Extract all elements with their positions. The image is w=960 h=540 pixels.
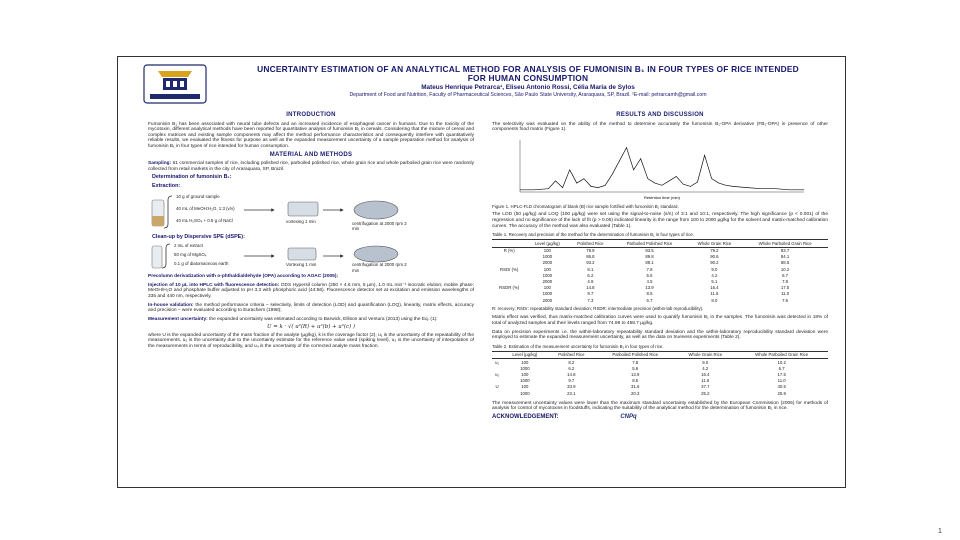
- chart-point: [591, 186, 592, 187]
- table2-cell: 37.7: [701, 384, 710, 390]
- table1: [492, 239, 828, 303]
- chart-point: [598, 187, 599, 188]
- acknowledgement: [492, 415, 828, 421]
- right-column: [492, 113, 828, 420]
- chart-point: [640, 158, 641, 159]
- table1-cell: R (%): [503, 248, 515, 254]
- table2-cell: 100: [521, 359, 529, 365]
- extraction-step2: centrifugation at 2000 rpm 2 min: [352, 220, 407, 232]
- table2-cell: 23.1: [567, 390, 576, 396]
- equation-explanation: where U is the expanded uncertainty of the mass fraction of the analyte (µg/kg), k is the coverage factor (2), u₁ is the uncertainty of the repeatability of the measurements, u₂ is the uncertainty due to the uncertainty estimate for the reference value used (spiking level), u₃ is the uncertainty of interpolation of the measurements in terms of reproducibility, and u₄ is the uncertainty of the corrected analyte mass fraction.: [148, 332, 474, 350]
- table1-cell: 5.6: [646, 272, 653, 278]
- table1-cell: 84.1: [780, 254, 790, 260]
- poster: [117, 56, 846, 488]
- introduction-heading: INTRODUCTION: [286, 112, 336, 118]
- table1-cell: RSDr (%): [499, 266, 519, 272]
- table2-cell: 1000: [520, 378, 530, 384]
- table2-cell: 6.2: [568, 365, 575, 371]
- table2-cell: 25.9: [777, 390, 786, 396]
- table1-cell: 2000: [542, 260, 553, 266]
- table1-cell: 79.9: [586, 248, 595, 254]
- chart-point: [683, 184, 684, 185]
- table1-cell: 9.7: [587, 291, 594, 297]
- table1-cell: 100: [543, 285, 551, 291]
- table2-header-5: Whole Parboiled Grain Rice: [735, 351, 828, 359]
- chart-point: [697, 182, 698, 183]
- university-logo: [136, 63, 214, 105]
- extraction-label: Extraction:: [152, 182, 181, 189]
- table2-header-4: Whole Grain Rice: [675, 351, 735, 359]
- validation-bullet: [148, 303, 474, 314]
- determination-heading: Determination of fumonisin B₁:: [152, 174, 232, 181]
- table2-cell: 100: [521, 384, 529, 390]
- chart-point: [790, 189, 791, 190]
- table2-cell: 9.0: [702, 359, 709, 365]
- ack-label: ACKNOWLEDGEMENT:: [492, 413, 559, 420]
- table-row: [492, 390, 828, 396]
- figure1-caption: Figure 1. HPLC-FLD chromatogram of blank (B) rice sample fortified with fumonisin B₁ standard.: [492, 204, 679, 210]
- table2-cell: 17.5: [777, 372, 786, 378]
- table1-cell: 4.5: [646, 278, 653, 284]
- hplc-text: ODS Hypersil column (250 × 4.6 mm, 5 µm), 1.0 mL min⁻¹ isocratic elution; mobile phase: MeOH/H₂O and phosphate buffer adjusted to pH 3.3 with phosphoric acid (44:56). Fluorescence detector set at excitation and emission wavelengths of 335 and 440 nm, respectively.: [148, 282, 474, 299]
- table1-cell: 7.8: [782, 278, 789, 284]
- chart-point: [555, 180, 556, 181]
- table1-cell: 10.2: [780, 266, 790, 272]
- table1-cell: 8.1: [587, 266, 594, 272]
- table2-cell: 9.7: [568, 378, 575, 384]
- uncertainty-bullet: [148, 317, 474, 323]
- poster-authors: Mateus Henrique Petrarca¹, Eliseu Antonio Rossi, Célia Maria de Sylos: [421, 84, 635, 91]
- table1-caption: Table 1. Recovery and precision of the method for the determination of fumonisin B₁ in four types of rice.: [492, 232, 695, 238]
- table1-cell: 1000: [542, 272, 553, 278]
- sampling-text: 61 commercial samples of rice, including polished rice, parboiled polished rice, whole grain rice and whole parboiled grain rice were randomly collected from retail markets in the city of Araraquara, SP, Brazil.: [148, 161, 474, 172]
- uncertainty-equation: U = k · √( u²(R) + u²(b) + u²(c) ): [267, 324, 355, 331]
- chart-point: [775, 188, 776, 189]
- chart-series-line: [520, 147, 804, 189]
- table1-cell: 14.8: [586, 285, 595, 291]
- table1-cell: 13.9: [645, 285, 654, 291]
- table2-cell: 4.2: [702, 365, 709, 371]
- poster-affiliation: Department of Food and Nutrition, Faculty of Pharmaceutical Sciences, São Paulo State University, Araraquara, SP, Brazil. ¹E-mail: petrarcamh@gmail.com: [349, 92, 707, 98]
- table2-caption: Table 2. Estimation of the measurement uncertainty for fumonisin B₁ in four types of rice.: [492, 343, 664, 349]
- cleanup-label: Clean-up by Dispersive SPE (dSPE):: [152, 233, 245, 240]
- extraction-solvent: 40 mL of MeOH:H₂O, 1:3 (v/v): [176, 205, 235, 211]
- table1-header-5: Whole Parboiled Grain Rice: [742, 240, 828, 248]
- table1-cell: 2000: [542, 297, 553, 303]
- table2-cell: 11.0: [777, 378, 786, 384]
- matrix-text: Matrix effect was verified, thus matrix-matched calibration curves were used to quantify fumonisin B₁ in the samples. The fumonisin was detected in 18% of total of analyzed samples and their levels ranged from 74.98 to 458.7 µg/kg.: [492, 315, 828, 327]
- cleanup-step1: Vortexing 1 min: [286, 262, 317, 268]
- table-row: [492, 359, 828, 366]
- table1-cell: 79.2: [710, 248, 719, 254]
- methods-heading: MATERIAL AND METHODS: [269, 151, 353, 158]
- chart-point: [662, 185, 663, 186]
- table2-cell: 8.5: [632, 378, 639, 384]
- table1-cell: 1000: [542, 254, 553, 260]
- table-row: [492, 247, 828, 254]
- table1-header-2: Polished Rice: [568, 240, 612, 248]
- table2-cell: 20.3: [631, 390, 640, 396]
- table2-cell: 25.2: [701, 390, 710, 396]
- chart-point: [548, 188, 549, 189]
- table2-header-1: Level (µg/kg): [502, 351, 547, 359]
- table2-cell: U: [495, 384, 499, 390]
- table1-cell: 9.0: [711, 266, 718, 272]
- cleanup-diagram: [148, 242, 474, 272]
- table-row: [492, 297, 828, 303]
- results-intro: The selectivity was evaluated on the ability of the method to determine accurately the fumonisin B₁-OPA derivative (FB₁-OPA) in presence of other components food matrix (Figure 1).: [492, 121, 828, 133]
- table2-header-0: [492, 351, 502, 359]
- table1-cell: 100: [543, 248, 551, 254]
- chart-point: [534, 189, 535, 190]
- chart-point: [669, 180, 670, 181]
- table2-cell: 100: [521, 372, 529, 378]
- sampling-label: Sampling:: [148, 161, 172, 167]
- extraction-sample: 10 g of ground sample: [176, 193, 220, 199]
- chart-point: [569, 169, 570, 170]
- table1-cell: 8.5: [646, 291, 653, 297]
- table1-cell: RSDR (%): [499, 285, 520, 291]
- chart-point: [520, 189, 521, 190]
- chart-point: [747, 187, 748, 188]
- table1-cell: 5.1: [711, 278, 718, 284]
- table1-cell: 7.3: [587, 297, 594, 303]
- derivatization-bullet: [148, 274, 474, 280]
- chart-point: [761, 188, 762, 189]
- table1-cell: 93.2: [586, 260, 595, 266]
- table1-cell: 93.5: [645, 248, 654, 254]
- chart-x-label: Retention time (min): [643, 194, 681, 200]
- table1-cell: 11.6: [710, 291, 719, 297]
- chart-point: [584, 178, 585, 179]
- table1-cell: 88.5: [780, 260, 790, 266]
- table1-cell: 89.1: [645, 260, 654, 266]
- uncertainty-label: Measurement uncertainty:: [148, 316, 208, 322]
- table1-cell: 6.2: [587, 272, 594, 278]
- table2-cell: 11.6: [701, 378, 710, 384]
- table2-cell: 13.9: [631, 372, 640, 378]
- results-heading: RESULTS AND DISCUSSION: [616, 112, 704, 118]
- table2-cell: 14.8: [567, 372, 576, 378]
- table1-cell: 7.6: [782, 297, 789, 303]
- lod-text: The LOD (50 µg/kg) and LOQ (100 µg/kg) were set using the signal-to-noise (s/n) of 3:1 and 10:1, respectively. The high significance (p < 0.001) of the regression and no significance of the lack of fit (p > 0.05) indicated linearity in the range from 100 to 2000 µg/kg for the solvent and matrix-matched calibration curves. The accuracy of the method was also evaluated (Table 1).: [492, 212, 828, 229]
- introduction-text: Fumonisin B₁ has been associated with neural tube defects and an increased incidence of esophageal cancer in humans. Due to the toxicity of the mycotoxin, different analytical methods have been reported for quantitative analysis of fumonisin B₁ in cereals. Considering that the mixture of cereal and complex matrices and existing sample components may affect the method performance characteristics and consequently interfere with quantitatively reliable results, we evaluated the fitness for purpose as well as the expanded measurement uncertainty of a sample preparation method for analysis of fumonisin B₁ in four types of rice intended for human consumption.: [148, 121, 474, 149]
- table1-header-4: Whole Grain Rice: [687, 240, 743, 248]
- chart-point: [704, 155, 705, 156]
- table2-cell: 31.6: [631, 384, 640, 390]
- left-column: [148, 113, 474, 353]
- table2-cell: [492, 390, 502, 396]
- chromatogram-chart: [492, 136, 828, 200]
- table1-header-1: Level (µg/kg): [526, 240, 568, 248]
- validation-text: the method performance criteria – selectivity, limits of detection (LOD) and quantification (LOQ), linearity, matrix effects, accuracy and precision – were evaluated according to Eurachem (1998);: [148, 302, 474, 314]
- table1-cell: 83.7: [780, 248, 790, 254]
- chart-point: [676, 176, 677, 177]
- table1-cell: 16.4: [710, 285, 719, 291]
- validation-label: In-house validation:: [148, 302, 194, 308]
- chart-point: [726, 185, 727, 186]
- table2-cell: u₁: [495, 359, 500, 365]
- table1-header-0: [492, 240, 526, 248]
- chart-point: [655, 183, 656, 184]
- cleanup-sorbent: 0.1 g of diatomaceous earth: [174, 261, 229, 267]
- table2: [492, 351, 828, 397]
- table1-cell: 86.8: [586, 254, 595, 260]
- cleanup-step2: centrifugation at 2000 rpm 2 min: [352, 262, 407, 273]
- table1-cell: 6.7: [646, 297, 653, 303]
- chart-point: [612, 174, 613, 175]
- chart-point: [733, 186, 734, 187]
- table2-cell: 33.9: [567, 384, 576, 390]
- table2-cell: 1000: [520, 365, 530, 371]
- chart-point: [711, 178, 712, 179]
- table2-header-2: Polished Rice: [548, 351, 596, 359]
- chart-point: [719, 183, 720, 184]
- table2-cell: 6.7: [778, 365, 785, 371]
- table2-cell: 5.6: [632, 365, 639, 371]
- cleanup-tube: 50 mg of MgSO₄: [174, 252, 207, 258]
- table2-cell: 16.4: [701, 372, 710, 378]
- table2-cell: 10.2: [777, 359, 786, 365]
- chart-point: [577, 183, 578, 184]
- chart-point: [626, 147, 627, 148]
- chart-point: [562, 187, 563, 188]
- chart-point: [619, 160, 620, 161]
- table1-cell: 7.8: [646, 266, 653, 272]
- uncertainty-text: the expanded uncertainty was estimated according to Barwick, Ellison and Ventura (2013) using the Eq. (1):: [209, 316, 438, 322]
- table2-header-3: Parboiled Polished Rice: [595, 351, 675, 359]
- derivatization-label: Precolumn derivatization with o-phthaldialdehyde (OPA) according to AOAC (2005);: [148, 274, 339, 280]
- table1-header-3: Parboiled Polished Rice: [612, 240, 686, 248]
- table1-cell: 17.5: [780, 285, 790, 291]
- chart-point: [648, 178, 649, 179]
- table1-cell: 1000: [542, 291, 553, 297]
- table1-cell: 4.2: [711, 272, 718, 278]
- table2-cell: 40.5: [777, 384, 786, 390]
- table2-cell: 8.2: [568, 359, 575, 365]
- extraction-step1: vortexing 1 min: [286, 218, 316, 224]
- table2-cell: u₂: [495, 372, 500, 378]
- poster-title: UNCERTAINTY ESTIMATION OF AN ANALYTICAL METHOD FOR ANALYSIS OF FUMONISIN B₁ IN FOUR TYPES OF RICE INTENDED FOR HUMAN CONSUMPTION: [257, 64, 799, 83]
- chart-point: [633, 169, 634, 170]
- table1-footnote: R: recovery; RSDr: repeatability standard deviation; RSDR: intermediate precision (within-lab reproducibility).: [492, 306, 704, 312]
- table1-cell: 4.9: [587, 278, 594, 284]
- table1-cell: 89.8: [645, 254, 654, 260]
- table1-cell: 100: [543, 266, 551, 272]
- precision-text: Data on precision experiments i.e. the within-laboratory repeatability standard deviation and the within-laboratory reproducibility standard deviation were employed to estimate the expanded measurement uncertainty, as well as the data on trueness experiments (Table 2).: [492, 329, 828, 341]
- sampling-bullet: [148, 161, 474, 172]
- table2-cell: 1000: [520, 390, 530, 396]
- chart-point: [690, 186, 691, 187]
- cnpq-logo: CNPq: [620, 413, 637, 420]
- page-number: 1: [938, 528, 942, 535]
- chart-point: [605, 185, 606, 186]
- chart-point: [804, 189, 805, 190]
- table1-cell: [492, 297, 526, 303]
- table1-cell: 90.6: [710, 254, 719, 260]
- table1-cell: 11.0: [781, 291, 790, 297]
- extraction-diagram: [148, 192, 474, 232]
- cleanup-extract: 2 mL of extract: [174, 243, 203, 249]
- table2-cell: 7.8: [632, 359, 639, 365]
- table1-cell: 90.2: [710, 260, 719, 266]
- table1-cell: 6.7: [782, 272, 789, 278]
- hplc-label: Injection of 10 µL into HPLC with fluorescence detection:: [148, 282, 280, 288]
- hplc-bullet: [148, 283, 474, 300]
- table1-cell: 2000: [542, 278, 553, 284]
- conclusion-text: The measurement uncertainty values were lower than the maximum standard uncertainty established by the European Commission (2006) for methods of analysis for control of mycotoxins in foodstuffs, indicating the suitability of the analytical method for the determination of fumonisin B₁ in rice.: [492, 400, 828, 412]
- extraction-salt: 40 mL H₂SO₄ + 0.5 g of NaCl: [176, 217, 233, 223]
- table1-cell: 8.0: [711, 297, 718, 303]
